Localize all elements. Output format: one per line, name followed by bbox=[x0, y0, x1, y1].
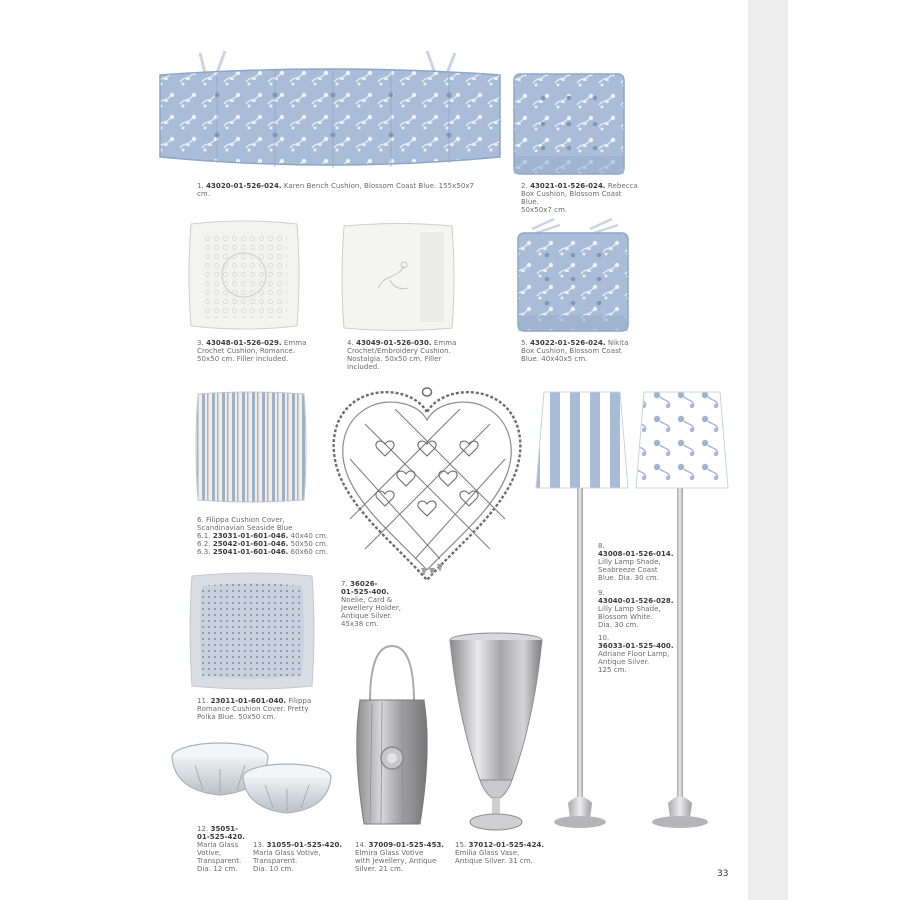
caption-3 bbox=[197, 339, 317, 363]
caption-text: Transparent. bbox=[197, 857, 242, 865]
caption-14 bbox=[355, 841, 450, 873]
product-code: 43049-01-526-030. bbox=[356, 339, 432, 347]
caption-11 bbox=[197, 697, 327, 721]
glass-vase-image bbox=[444, 630, 549, 835]
caption-text: 50x50x7 cm. bbox=[521, 206, 568, 214]
caption-12 bbox=[197, 825, 257, 873]
product-code: 43021-01-526-024. bbox=[530, 182, 606, 190]
product-code: 25041-01-601-046. bbox=[212, 548, 289, 556]
caption-number: 3. bbox=[197, 339, 204, 347]
variant-number: 6.3. bbox=[197, 548, 211, 556]
caption-text: 125 cm. bbox=[598, 666, 627, 674]
caption-text: 6. Filippa Cushion Cover, bbox=[197, 516, 285, 524]
variant-line bbox=[197, 532, 337, 540]
caption-text: Dia. 12 cm. bbox=[197, 865, 238, 873]
product-code: 36026- bbox=[350, 580, 378, 588]
caption-text: Transparent. bbox=[253, 857, 298, 865]
caption-7 bbox=[341, 580, 421, 628]
caption-number: 10. bbox=[598, 634, 610, 642]
caption-text: included. bbox=[347, 363, 380, 371]
silver-votive-image bbox=[350, 640, 435, 830]
variant-number: 6.2. bbox=[197, 540, 211, 548]
product-code: 01-525-400. bbox=[341, 588, 389, 596]
caption-text: Votive, bbox=[197, 849, 222, 857]
caption-text: Blue. 40x40x5 cm. bbox=[521, 355, 588, 363]
caption-text: Emma bbox=[433, 339, 457, 347]
caption-text: Dia. 10 cm. bbox=[253, 865, 294, 873]
caption-number: 5. bbox=[521, 339, 528, 347]
caption-8 bbox=[598, 542, 708, 582]
caption-text: Noelie, Card & bbox=[341, 596, 393, 604]
page-number: 33 bbox=[717, 869, 729, 879]
product-code: 01-525-420. bbox=[197, 833, 245, 841]
product-code: 25042-01-601-046. bbox=[212, 540, 289, 548]
caption-text: Dia. 30 cm. bbox=[598, 621, 639, 629]
caption-text: Antique Silver. bbox=[598, 658, 650, 666]
caption-text: Antique Silver. 31 cm. bbox=[455, 857, 533, 865]
caption-text: Box Cushion, Blossom Coast Blue. bbox=[521, 190, 622, 206]
striped-cushion-image bbox=[192, 388, 310, 506]
caption-text: Adriane Floor Lamp, bbox=[598, 650, 670, 658]
caption-9 bbox=[598, 589, 708, 629]
caption-text: Blossom White. bbox=[598, 613, 653, 621]
caption-text: Scandinavian Seaside Blue bbox=[197, 524, 293, 532]
box-cushion-image bbox=[508, 68, 630, 180]
caption-text: Emilia Glass Vase, bbox=[455, 849, 520, 857]
glass-votives-image bbox=[165, 735, 335, 817]
caption-text: Crochet Cushion, Romance. bbox=[197, 347, 295, 355]
caption-text: Lilly Lamp Shade, bbox=[598, 605, 661, 613]
caption-text: Nostalgia. 50x50 cm. Filler bbox=[347, 355, 442, 363]
caption-text: Rebecca bbox=[607, 182, 638, 190]
caption-text: Lilly Lamp Shade, bbox=[598, 558, 661, 566]
embroidery-cushion-image bbox=[338, 218, 458, 336]
caption-15 bbox=[455, 841, 555, 865]
variant-size: 40x40 cm. bbox=[290, 532, 329, 540]
caption-text: Emma bbox=[283, 339, 307, 347]
caption-text: Filippa bbox=[288, 697, 312, 705]
caption-13 bbox=[253, 841, 343, 873]
heart-card-holder-image bbox=[325, 384, 530, 584]
caption-number: 12. bbox=[197, 825, 209, 833]
caption-text: with Jewellery, Antique bbox=[355, 857, 437, 865]
caption-6 bbox=[197, 516, 337, 556]
caption-4 bbox=[347, 339, 477, 371]
caption-text: Elmira Glass Votive bbox=[355, 849, 424, 857]
caption-text: Crochet/Embroidery Cushion. bbox=[347, 347, 451, 355]
product-code: 43022-01-526-024. bbox=[530, 339, 606, 347]
seat-cushion-image bbox=[512, 215, 634, 337]
crochet-cushion-image bbox=[185, 216, 303, 334]
variant-size: 50x50 cm. bbox=[290, 540, 329, 548]
caption-number: 7. bbox=[341, 580, 348, 588]
caption-number: 9. bbox=[598, 589, 605, 597]
caption-text: Seabreeze Coast bbox=[598, 566, 658, 574]
caption-text: Maria Glass bbox=[197, 841, 239, 849]
caption-number: 11. bbox=[197, 697, 209, 705]
caption-text: Romance Cushion Cover. Pretty bbox=[197, 705, 309, 713]
caption-10 bbox=[598, 634, 708, 674]
caption-number: 2. bbox=[521, 182, 528, 190]
product-code: 31055-01-525-420. bbox=[266, 841, 343, 849]
caption-number: 1. bbox=[197, 182, 204, 190]
product-code: 23011-01-601-040. bbox=[210, 697, 287, 705]
product-code: 43020-01-526-024. bbox=[206, 182, 282, 190]
caption-5 bbox=[521, 339, 641, 363]
caption-text: 50x50 cm. Filler included. bbox=[197, 355, 289, 363]
caption-number: 14. bbox=[355, 841, 367, 849]
product-description: Karen Bench Cushion, Blossom Coast Blue. 155x50x7 cm. bbox=[197, 182, 475, 198]
product-code: 43048-01-526-029. bbox=[206, 339, 282, 347]
caption-2 bbox=[521, 182, 641, 214]
caption-text: Jewellery Holder, bbox=[341, 604, 402, 612]
product-code: 37009-01-525-453. bbox=[368, 841, 445, 849]
caption-1 bbox=[197, 182, 487, 198]
caption-number: 8. bbox=[598, 542, 605, 550]
polka-cushion-image bbox=[188, 570, 316, 692]
caption-number: 4. bbox=[347, 339, 354, 347]
product-code: 35051- bbox=[210, 825, 239, 833]
page-side-strip bbox=[748, 0, 788, 900]
variant-line bbox=[197, 540, 337, 548]
caption-text: Antique Silver. bbox=[341, 612, 393, 620]
caption-text: Blue. Dia. 30 cm. bbox=[598, 574, 659, 582]
caption-text: Maria Glass Votive, bbox=[253, 849, 321, 857]
caption-text: Polka Blue. 50x50 cm. bbox=[197, 713, 276, 721]
caption-text: Silver. 21 cm. bbox=[355, 865, 404, 873]
caption-number: 15. bbox=[455, 841, 467, 849]
product-code: 43008-01-526-014. bbox=[598, 550, 674, 558]
variant-size: 60x60 cm. bbox=[290, 548, 329, 556]
caption-number: 13. bbox=[253, 841, 265, 849]
bench-cushion-image bbox=[155, 45, 505, 175]
product-code: 37012-01-525-424. bbox=[468, 841, 545, 849]
variant-line bbox=[197, 548, 337, 556]
caption-text: Nikita bbox=[607, 339, 629, 347]
product-code: 36033-01-525-400. bbox=[598, 642, 674, 650]
caption-text: Box Cushion, Blossom Coast bbox=[521, 347, 622, 355]
caption-text: 45x38 cm. bbox=[341, 620, 379, 628]
variant-number: 6.1. bbox=[197, 532, 211, 540]
product-code: 43040-01-526-028. bbox=[598, 597, 674, 605]
product-code: 23031-01-601-046. bbox=[212, 532, 289, 540]
